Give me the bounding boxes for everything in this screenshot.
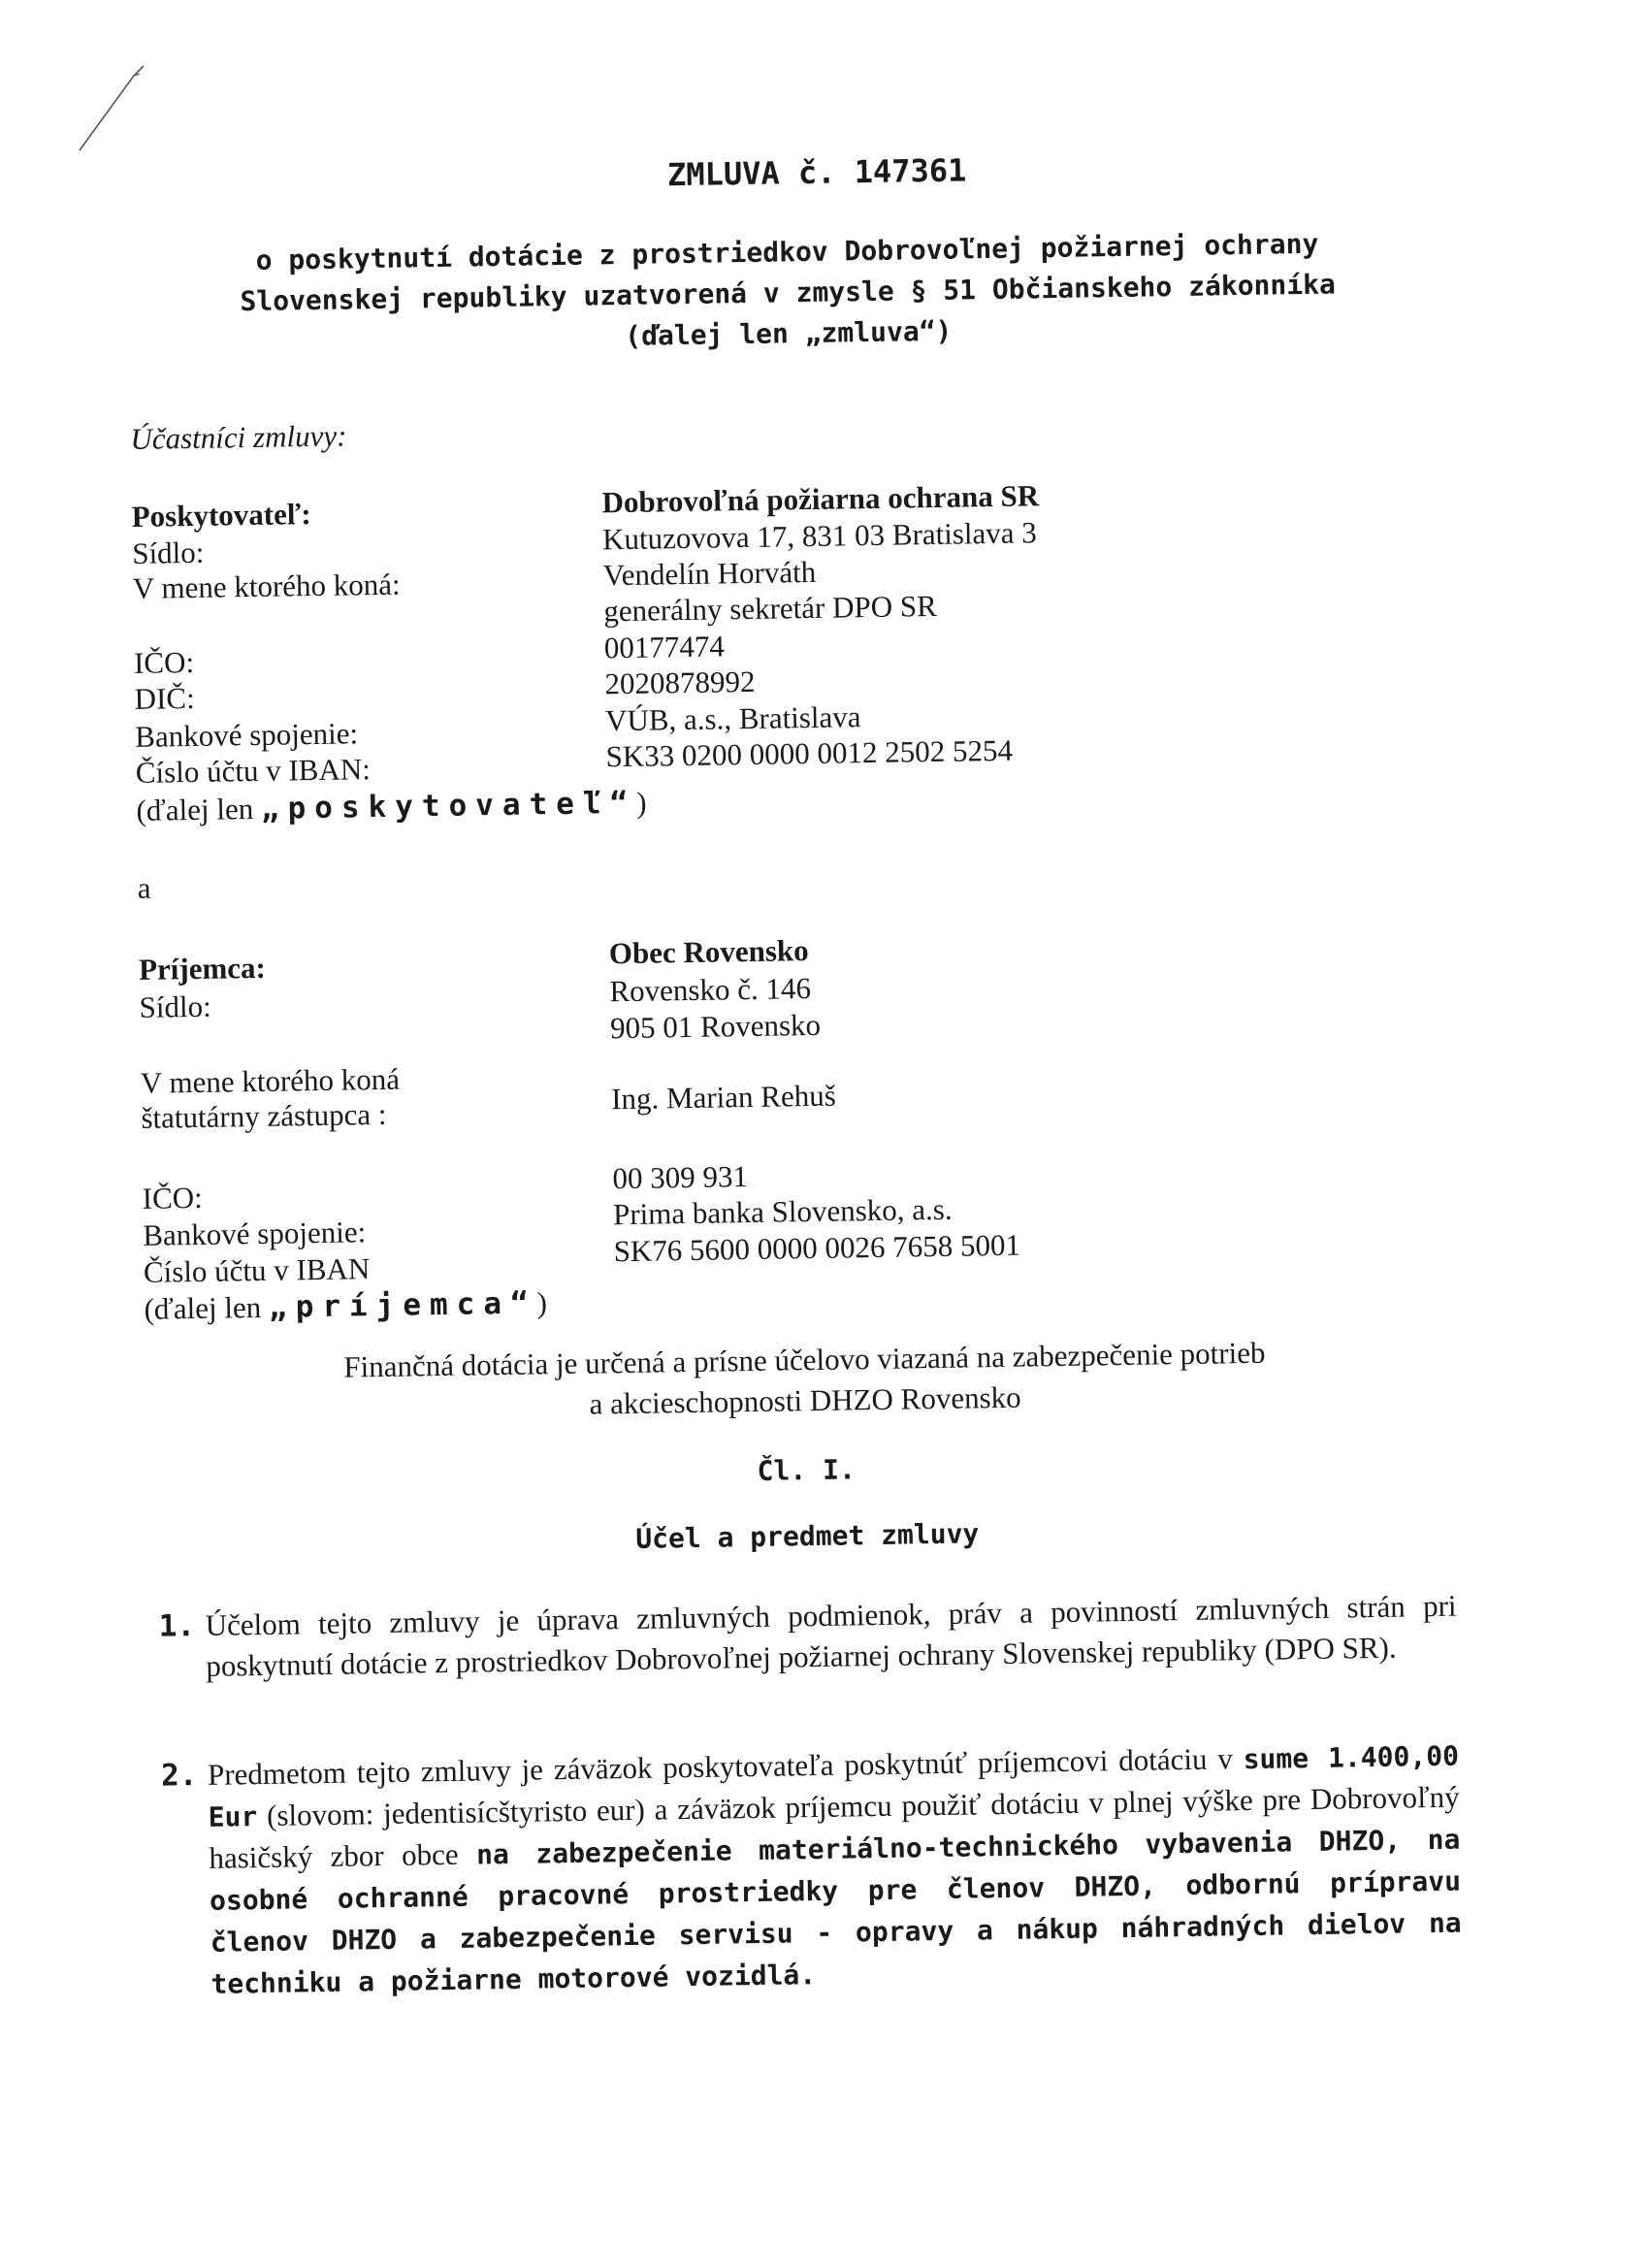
provider-seat-label: Sídlo: xyxy=(132,535,205,570)
provider-alias-prefix: (ďalej len xyxy=(136,791,262,827)
provider-iban-label: Číslo účtu v IBAN: xyxy=(135,752,372,790)
provider-seat: Kutuzovova 17, 831 03 Bratislava 3 xyxy=(601,515,1038,557)
subtitle-line-1: o poskytnutí dotácie z prostriedkov Dobrovoľnej požiarnej ochrany xyxy=(255,227,1319,276)
provider-alias-term: „poskytovateľ“ xyxy=(260,785,637,826)
recipient-rep-label-line-2: štatutárny zástupca : xyxy=(141,1096,387,1135)
recipient-seat-label: Sídlo: xyxy=(139,988,212,1024)
contract-body xyxy=(126,145,1462,2000)
recipient-bank-label: Bankové spojenie: xyxy=(143,1215,367,1252)
purpose-note-line-1: Finančná dotácia je určená a prísne účelovo viazaná na zabezpečenie potrieb xyxy=(343,1335,1266,1384)
recipient-rep-name: Ing. Marian Rehuš xyxy=(610,1078,837,1117)
recipient-iban: SK76 5600 0000 0026 7658 5001 xyxy=(613,1227,1021,1269)
recipient-seat-line-2: 905 01 Rovensko xyxy=(609,1007,822,1046)
recipient-bank: Prima banka Slovensko, a.s. xyxy=(612,1191,953,1232)
conjunction: a xyxy=(137,870,151,905)
recipient-rep-label-line-1: V mene ktorého koná xyxy=(140,1061,401,1100)
recipient-name: Obec Rovensko xyxy=(608,933,809,971)
recipient-iban-label: Číslo účtu v IBAN xyxy=(143,1251,371,1289)
recipient-alias xyxy=(144,1285,547,1327)
item-text xyxy=(208,1735,1463,2005)
subtitle-line-2: Slovenskej republiky uzatvorená v zmysle § 51 Občianskeho zákonníka xyxy=(240,268,1337,318)
provider-name: Dobrovoľná požiarna ochrana SR xyxy=(601,478,1040,520)
item-number: 1. xyxy=(158,1608,196,1644)
item-text-start: Predmetom tejto zmluvy je záväzok poskytovateľa poskytnúť príjemcovi dotáciu v xyxy=(207,1741,1244,1792)
recipient-role-label: Príjemca: xyxy=(138,950,267,987)
item-number: 2. xyxy=(160,1758,198,1794)
item-text: Účelom tejto zmluvy je úprava zmluvných podmienok, práv a povinností zmluvných strán pri poskytnutí dotácie z prostriedkov Dobrovoľnej požiarnej ochrany Slovenskej republiky (DPO SR). xyxy=(205,1588,1457,1683)
provider-bank: VÚB, a.s., Bratislava xyxy=(604,699,861,738)
recipient-alias-prefix: (ďalej len xyxy=(144,1289,270,1326)
item-text-middle: (slovom: jedentisícštyristo eur) a záväzok príjemcu použiť dotáciu v plnej výške pre Dobrovoľný hasičský zbor obce xyxy=(209,1779,1460,1875)
provider-rep-title: generálny sekretár DPO SR xyxy=(603,588,938,629)
article-number: Čl. I. xyxy=(757,1453,857,1487)
recipient-ico: 00 309 931 xyxy=(612,1159,749,1196)
provider-alias xyxy=(136,786,647,828)
parties-label: Účastníci zmluvy: xyxy=(130,418,347,456)
provider-bank-label: Bankové spojenie: xyxy=(134,716,359,754)
provider-dic: 2020878992 xyxy=(604,664,756,701)
contract-title: ZMLUVA č. 147361 xyxy=(666,151,967,194)
item-amount: sume 1.400,00 Eur xyxy=(208,1739,1460,1833)
provider-iban: SK33 0200 0000 0012 2502 5254 xyxy=(605,732,1014,774)
provider-rep-name: Vendelín Horváth xyxy=(602,554,817,593)
article-heading: Účel a predmet zmluvy xyxy=(635,1517,980,1555)
provider-alias-suffix: ) xyxy=(635,785,647,820)
purpose-note xyxy=(145,1329,1465,1431)
article-item xyxy=(148,1585,1468,1683)
article-item xyxy=(151,1734,1471,2000)
provider-rep-label: V mene ktorého koná: xyxy=(132,567,401,605)
provider-ico: 00177474 xyxy=(603,629,726,665)
provider-dic-label: DIČ: xyxy=(134,680,195,716)
recipient-seat-line-1: Rovensko č. 146 xyxy=(609,971,812,1009)
item-text-bold: na zabezpečenie materiálno-technického vybavenia DHZO, na osobné ochranné pracovné prostriedky pre členov DHZO, odbornú prípravu členov DHZO a zabezpečenie servisu - opravy a nákup náhradných dielov na techniku a požiarne motorové vozidlá. xyxy=(209,1823,1462,2000)
recipient-alias-term: „príjemca“ xyxy=(268,1285,537,1325)
subtitle-line-3: (ďalej len „zmluva“) xyxy=(624,314,953,352)
purpose-note-line-2: a akcieschopnosti DHZO Rovensko xyxy=(589,1379,1021,1421)
recipient-ico-label: IČO: xyxy=(142,1180,204,1215)
pen-stroke-mark xyxy=(76,58,153,155)
contract-subtitle xyxy=(127,222,1448,365)
provider-ico-label: IČO: xyxy=(133,644,195,680)
recipient-alias-suffix: ) xyxy=(536,1285,548,1320)
provider-role-label: Poskytovateľ: xyxy=(131,497,311,534)
